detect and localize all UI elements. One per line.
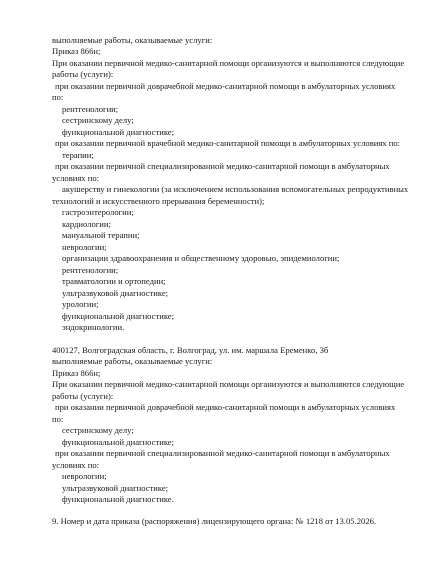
doc-line: сестринскому делу;	[62, 425, 134, 435]
doc-line: неврологии;	[62, 471, 107, 481]
doc-line: при оказании первичной специализированной медико-санитарной помощи в амбулаторных	[55, 448, 390, 458]
doc-line: при оказании первичной доврачебной медико-санитарной помощи в амбулаторных условиях	[55, 81, 396, 91]
doc-line: сестринскому делу;	[62, 115, 134, 125]
doc-line: технологий и искусственного прерывания беременности);	[52, 196, 265, 206]
doc-line: неврологии;	[62, 242, 107, 252]
doc-line: рентгенологии;	[62, 104, 119, 114]
doc-line: акушерству и гинекологии (за исключением использования вспомогательных репродуктивных	[62, 184, 409, 194]
doc-line: функциональной диагностике;	[62, 127, 175, 137]
doc-line: при оказании первичной врачебной медико-санитарной помощи в амбулаторных условиях по:	[55, 138, 401, 148]
doc-line: Приказ 866н;	[52, 46, 101, 56]
license-order-item: 9. Номер и дата приказа (распоряжения) лицензирующего органа: № 1218 от 13.05.2026.	[52, 516, 377, 526]
doc-line: При оказании первичной медико-санитарной помощи организуются и выполняются следующие	[52, 58, 405, 68]
doc-line: условиях по:	[52, 173, 100, 183]
doc-line: При оказании первичной медико-санитарной помощи организуются и выполняются следующие	[52, 379, 405, 389]
doc-line: мануальной терапии;	[62, 230, 140, 240]
doc-line: организации здравоохранения и общественному здоровью, эпидемиологии;	[62, 253, 340, 263]
doc-line: по:	[52, 92, 64, 102]
doc-line: гастроэнтерологии;	[62, 207, 134, 217]
doc-line: выполняемые работы, оказываемые услуги:	[52, 356, 213, 366]
doc-line: работы (услуги):	[52, 69, 114, 79]
doc-line: при оказании первичной специализированной медико-санитарной помощи в амбулаторных	[55, 161, 390, 171]
doc-line: кардиологии;	[62, 219, 111, 229]
doc-line: по:	[52, 414, 64, 424]
doc-line: выполняемые работы, оказываемые услуги:	[52, 35, 213, 45]
doc-line: функциональной диагностике;	[62, 437, 175, 447]
doc-line: урологии;	[62, 299, 99, 309]
doc-line: 400127, Волгоградская область, г. Волгоград, ул. им. маршала Еременко, 3б	[52, 345, 329, 355]
doc-line: функциональной диагностике.	[62, 494, 174, 504]
doc-line: ультразвуковой диагностике;	[62, 483, 169, 493]
doc-line: Приказ 866н;	[52, 368, 101, 378]
doc-line: ультразвуковой диагностике;	[62, 288, 169, 298]
doc-line: условиях по:	[52, 460, 100, 470]
doc-line: травматологии и ортопедии;	[62, 276, 166, 286]
doc-line: терапии;	[62, 150, 94, 160]
doc-line: эндокринологии.	[62, 322, 125, 332]
doc-line: работы (услуги):	[52, 391, 114, 401]
doc-line: функциональной диагностике;	[62, 311, 175, 321]
doc-line: при оказании первичной доврачебной медико-санитарной помощи в амбулаторных условиях	[55, 402, 396, 412]
doc-line: рентгенологии;	[62, 265, 119, 275]
